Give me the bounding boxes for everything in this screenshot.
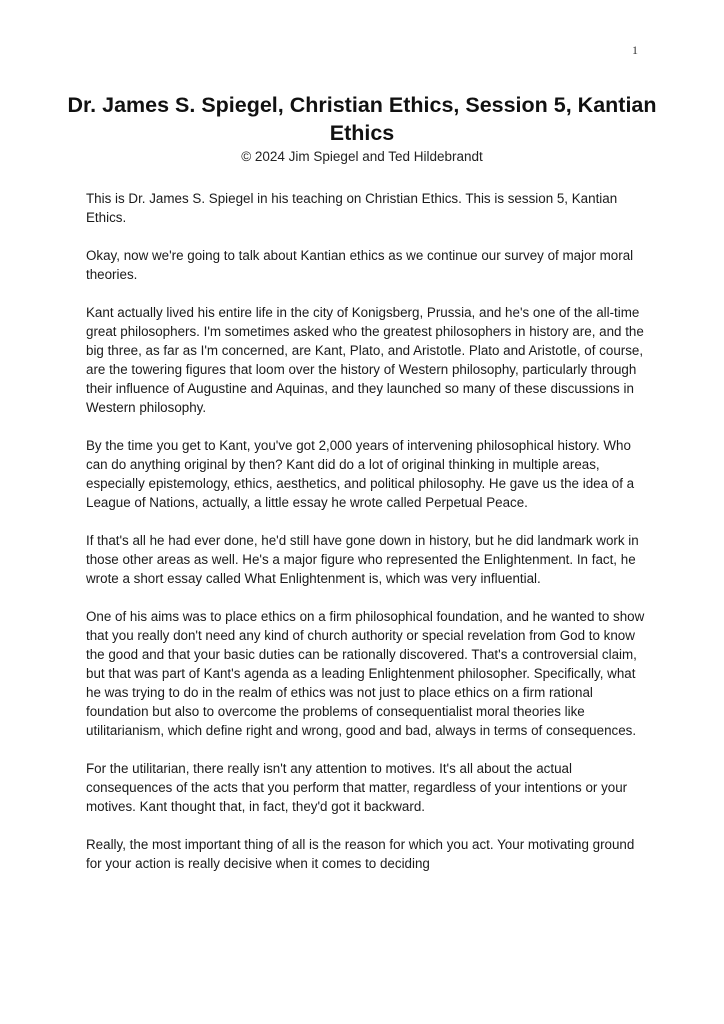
paragraph: Really, the most important thing of all is the reason for which you act. Your motivating ground for your action is really decisive when it comes to deciding <box>86 837 635 871</box>
page-number: 1 <box>632 43 638 57</box>
paragraph: If that's all he had ever done, he'd still have gone down in history, but he did landmark work in those other areas as well. He's a major figure who represented the Enlightenment. In fact, he wrote a short essay called What Enlightenment is, which was very influential. <box>86 533 639 586</box>
paragraph: By the time you get to Kant, you've got 2,000 years of intervening philosophical history. Who can do anything original by then? Kant did do a lot of original thinking in multiple areas, especially epistemology, ethics, aesthetics, and political philosophy. He gave us the idea of a League of Nations, actually, a little essay he wrote called Perpetual Peace. <box>86 438 635 510</box>
document-title: Dr. James S. Spiegel, Christian Ethics, Session 5, Kantian Ethics <box>67 93 657 145</box>
copyright-line: © 2024 Jim Spiegel and Ted Hildebrandt <box>241 149 483 164</box>
paragraph: One of his aims was to place ethics on a firm philosophical foundation, and he wanted to show that you really don't need any kind of church authority or special revelation from God to know the good and that your basic duties can be rationally discovered. That's a controversial claim, but that was part of Kant's agenda as a leading Enlightenment philosopher. Specifically, what he was trying to do in the realm of ethics was not just to place ethics on a firm rational foundation but also to overcome the problems of consequentialist moral theories like utilitarianism, which define right and wrong, good and bad, always in terms of consequences. <box>86 609 645 738</box>
paragraph: Kant actually lived his entire life in the city of Konigsberg, Prussia, and he's one of the all-time great philosophers. I'm sometimes asked who the greatest philosophers in history are, and the big three, as far as I'm concerned, are Kant, Plato, and Aristotle. Plato and Aristotle, of course, are the towering figures that loom over the history of Western philosophy, particularly through their influence of Augustine and Aquinas, and they launched so many of these discussions in Western philosophy. <box>86 305 644 415</box>
paragraph: Okay, now we're going to talk about Kantian ethics as we continue our survey of major moral theories. <box>86 248 634 282</box>
document-body <box>86 189 646 892</box>
paragraph: This is Dr. James S. Spiegel in his teaching on Christian Ethics. This is session 5, Kantian Ethics. <box>86 191 618 225</box>
paragraph: For the utilitarian, there really isn't any attention to motives. It's all about the actual consequences of the acts that you perform that matter, regardless of your intentions or your motives. Kant thought that, in fact, they'd got it backward. <box>86 761 628 814</box>
